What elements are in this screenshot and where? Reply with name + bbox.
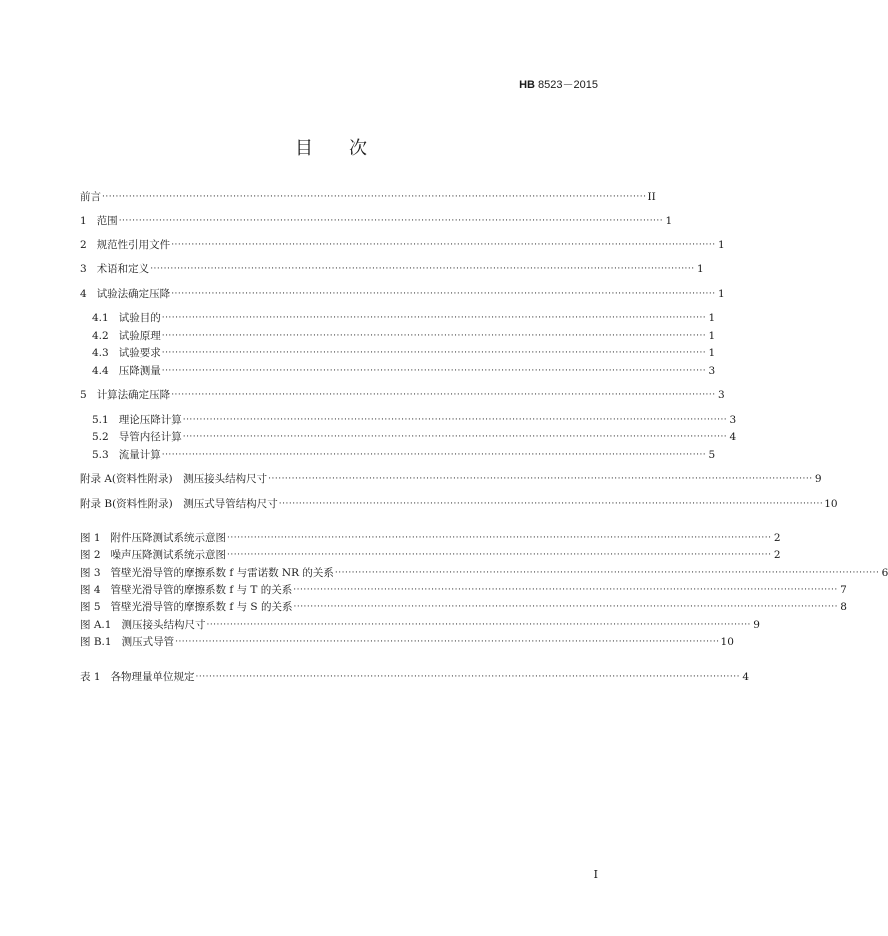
toc-entry-text: 各物理量单位规定 xyxy=(110,671,195,683)
toc-entry-text: 试验目的 xyxy=(118,312,161,324)
leader-dots: ·································································································································································· xyxy=(161,366,707,376)
toc-entry-text: 测压接头结构尺寸 xyxy=(121,619,206,631)
leader-dots: ·································································································································································· xyxy=(171,289,716,299)
toc-entry-figure-2[interactable]: 图 2 噪声压降测试系统示意图 ·································································································································································· 2 xyxy=(80,549,781,561)
toc-page-number: 10 xyxy=(824,498,838,510)
toc-page-number: 2 xyxy=(773,532,781,544)
toc-page-number: 1 xyxy=(708,330,716,342)
leader-dots: ·································································································································································· xyxy=(161,450,707,460)
toc-page-number: 1 xyxy=(696,263,704,275)
toc-entry-text: 导管内径计算 xyxy=(118,431,182,443)
leader-dots: ·································································································································································· xyxy=(293,585,838,595)
toc-entry-figure-5[interactable]: 图 5 管壁光滑导管的摩擦系数 f 与 S 的关系 ·································································································································································· 8 xyxy=(80,601,847,613)
toc-entry-text: 前言 xyxy=(80,191,101,203)
toc-page-number: 9 xyxy=(814,473,822,485)
toc-entry-4-4[interactable]: 4.4 压降测量 ·································································································································································· 3 xyxy=(92,365,716,377)
toc-entry-appendix-b[interactable]: 附录 B (资料性附录) 测压式导管结构尺寸 ·································································································································································· 10 xyxy=(80,498,838,510)
toc-page-number: 3 xyxy=(729,414,737,426)
toc-entry-text: (资料性附录) 测压式导管结构尺寸 xyxy=(112,498,278,510)
leader-dots: ·································································································································································· xyxy=(102,192,647,202)
page-title: 目次 xyxy=(295,138,403,159)
toc-entry-text: 规范性引用文件 xyxy=(96,239,171,251)
toc-entry-text: 试验原理 xyxy=(118,330,161,342)
toc-page-number: 1 xyxy=(665,215,673,227)
toc-entry-foreword[interactable] xyxy=(80,188,656,204)
leader-dots: ·································································································································································· xyxy=(161,331,707,341)
toc-page-number: 1 xyxy=(717,239,725,251)
toc-entry-text: 计算法确定压降 xyxy=(96,389,171,401)
toc-page-number: 3 xyxy=(708,365,716,377)
toc-entry-text: 附件压降测试系统示意图 xyxy=(110,532,227,544)
toc-entry-4-2[interactable]: 4.2 试验原理 ·································································································································································· 1 xyxy=(92,330,716,342)
leader-dots: ·································································································································································· xyxy=(293,602,838,612)
toc-entry-text: (资料性附录) 测压接头结构尺寸 xyxy=(111,473,268,485)
toc-entry-text: 流量计算 xyxy=(118,449,161,461)
toc-entry-2[interactable]: 2 规范性引用文件 ·································································································································································· 1 xyxy=(80,239,725,251)
leader-dots: ·································································································································································· xyxy=(171,390,716,400)
leader-dots: ·································································································································································· xyxy=(118,216,664,226)
toc-entry-figure-b1[interactable]: 图 B.1 测压式导管 ·································································································································································· 10 xyxy=(80,636,734,648)
page-number: I xyxy=(593,868,598,881)
toc-entry-text: 范围 xyxy=(96,215,118,227)
toc-page-number: 4 xyxy=(742,671,749,683)
leader-dots: ·································································································································································· xyxy=(171,240,716,250)
toc-page-number: 1 xyxy=(708,347,716,359)
toc-entry-text: 压降测量 xyxy=(118,365,161,377)
toc-entry-5[interactable]: 5 计算法确定压降 ·································································································································································· 3 xyxy=(80,389,725,401)
toc-page-number: 5 xyxy=(708,449,716,461)
toc-entry-text: 试验法确定压降 xyxy=(96,288,171,300)
toc-entry-text: 管壁光滑导管的摩擦系数 f 与 S 的关系 xyxy=(110,601,293,613)
toc-entry-text: 理论压降计算 xyxy=(118,414,182,426)
toc-entry-4-1[interactable]: 4.1 试验目的 ·································································································································································· 1 xyxy=(92,312,716,324)
leader-dots: ·································································································································································· xyxy=(334,568,880,578)
toc-entry-figure-a1[interactable]: 图 A.1 测压接头结构尺寸 ·································································································································································· 9 xyxy=(80,619,760,631)
toc-entry-4[interactable]: 4 试验法确定压降 ·································································································································································· 1 xyxy=(80,288,725,300)
toc-page-number: 2 xyxy=(773,549,781,561)
leader-dots: ·································································································································································· xyxy=(195,672,740,682)
toc-entry-5-3[interactable]: 5.3 流量计算 ·································································································································································· 5 xyxy=(92,449,716,461)
toc-entry-4-3[interactable]: 4.3 试验要求 ·································································································································································· 1 xyxy=(92,347,716,359)
toc-entry-appendix-a[interactable]: 附录 A (资料性附录) 测压接头结构尺寸 ·································································································································································· 9 xyxy=(80,473,822,485)
leader-dots: ·································································································································································· xyxy=(161,348,707,358)
toc-entry-text: 管壁光滑导管的摩擦系数 f 与雷诺数 NR 的关系 xyxy=(110,567,334,579)
toc-entry-text: 噪声压降测试系统示意图 xyxy=(110,549,227,561)
leader-dots: ·································································································································································· xyxy=(268,474,813,484)
toc-page-number: II xyxy=(647,191,656,203)
toc-entry-figure-3[interactable]: 图 3 管壁光滑导管的摩擦系数 f 与雷诺数 NR 的关系 ·································································································································································· 6 xyxy=(80,567,888,579)
leader-dots: ·································································································································································· xyxy=(150,264,695,274)
toc-entry-3[interactable]: 3 术语和定义 ·································································································································································· 1 xyxy=(80,263,704,275)
document-code: HB xyxy=(519,79,535,91)
toc-entry-text: 试验要求 xyxy=(118,347,161,359)
leader-dots: ·································································································································································· xyxy=(175,637,720,647)
toc-entry-text: 术语和定义 xyxy=(96,263,150,275)
leader-dots: ·································································································································································· xyxy=(227,550,772,560)
leader-dots: ·································································································································································· xyxy=(182,415,728,425)
toc-page-number: 7 xyxy=(840,584,847,596)
leader-dots: ·································································································································································· xyxy=(206,620,751,630)
toc-entry-1[interactable]: 1 范围 ·································································································································································· 1 xyxy=(80,215,673,227)
toc-entry-figure-4[interactable]: 图 4 管壁光滑导管的摩擦系数 f 与 T 的关系 ·································································································································································· 7 xyxy=(80,584,847,596)
toc-page-number: 9 xyxy=(753,619,760,631)
leader-dots: ·································································································································································· xyxy=(182,432,728,442)
leader-dots: ·································································································································································· xyxy=(227,533,772,543)
toc-page-number: 10 xyxy=(720,636,734,648)
leader-dots: ·································································································································································· xyxy=(161,313,707,323)
toc-page-number: 1 xyxy=(717,288,725,300)
toc-page-number: 4 xyxy=(729,431,737,443)
toc-entry-5-2[interactable]: 5.2 导管内径计算 ·································································································································································· 4 xyxy=(92,431,737,443)
toc-page-number: 6 xyxy=(881,567,888,579)
toc-entry-figure-1[interactable]: 图 1 附件压降测试系统示意图 ·································································································································································· 2 xyxy=(80,532,781,544)
toc-entry-table-1[interactable]: 表 1 各物理量单位规定 ·································································································································································· 4 xyxy=(80,671,749,683)
document-number-value: 8523－2015 xyxy=(535,79,598,91)
toc-entry-text: 管壁光滑导管的摩擦系数 f 与 T 的关系 xyxy=(110,584,293,596)
toc-page-number: 8 xyxy=(840,601,847,613)
toc-entry-5-1[interactable]: 5.1 理论压降计算 ·································································································································································· 3 xyxy=(92,414,737,426)
toc-page-number: 1 xyxy=(708,312,716,324)
toc-page-number: 3 xyxy=(717,389,725,401)
toc-entry-text: 测压式导管 xyxy=(121,636,175,648)
leader-dots: ·································································································································································· xyxy=(278,499,824,509)
